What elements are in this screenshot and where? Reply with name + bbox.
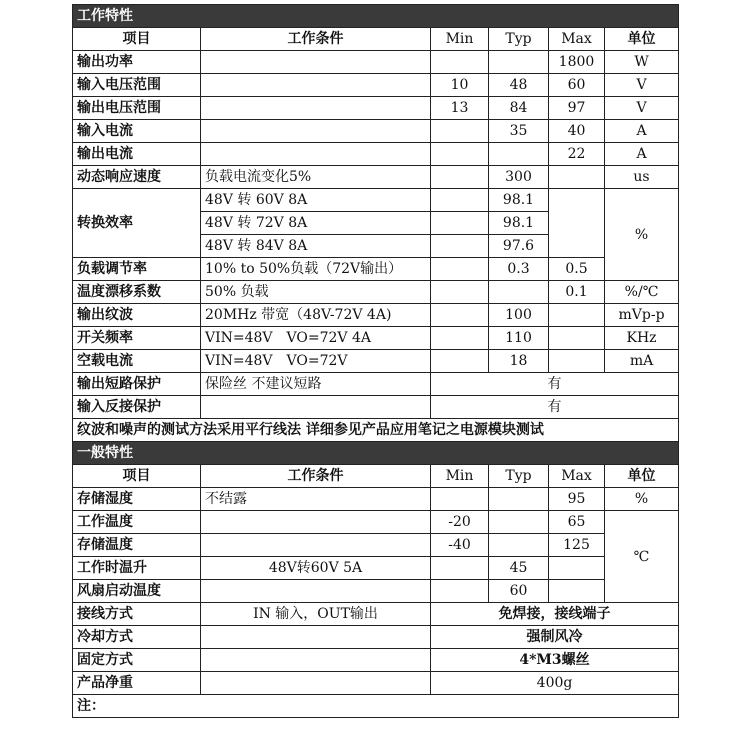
table-row [73,97,679,120]
min-cell [431,189,489,212]
min-cell [431,488,489,511]
typ-cell: 110 [489,327,549,350]
item-cell: 温度漂移系数 [73,281,201,304]
table-row [73,258,679,281]
max-cell: 40 [549,120,605,143]
min-cell [431,580,489,603]
table-row [73,626,679,649]
condition-cell [201,97,431,120]
item-cell: 负载调节率 [73,258,201,281]
value-cell: 有 [431,373,679,396]
unit-cell: %/℃ [605,281,679,304]
value-cell: 4*M3螺丝 [431,649,679,672]
spec-table [72,4,679,718]
header-typ: Typ [489,28,549,51]
header-max: Max [549,465,605,488]
condition-cell: IN 输入，OUT输出 [201,603,431,626]
condition-cell [201,143,431,166]
header-min: Min [431,28,489,51]
condition-cell: 负载电流变化5% [201,166,431,189]
table-row [73,373,679,396]
max-cell [549,166,605,189]
table-row [73,51,679,74]
unit-cell: mVp-p [605,304,679,327]
min-cell [431,166,489,189]
min-cell: 10 [431,74,489,97]
condition-cell: VIN=48V VO=72V 4A [201,327,431,350]
typ-cell [489,534,549,557]
value-cell: 强制风冷 [431,626,679,649]
item-cell: 存储温度 [73,534,201,557]
header-condition: 工作条件 [201,28,431,51]
table-row [73,534,679,557]
typ-cell: 98.1 [489,212,549,235]
typ-cell: 18 [489,350,549,373]
typ-cell [489,51,549,74]
item-cell: 输出电压范围 [73,97,201,120]
min-cell: 13 [431,97,489,120]
max-cell: 97 [549,97,605,120]
unit-cell: mA [605,350,679,373]
footer-note: 注： [73,695,679,718]
min-cell [431,143,489,166]
item-cell: 冷却方式 [73,626,201,649]
table-row [73,488,679,511]
condition-cell [201,51,431,74]
max-cell [549,350,605,373]
condition-cell [201,580,431,603]
typ-cell [489,143,549,166]
item-cell: 工作温度 [73,511,201,534]
condition-cell: 48V转60V 5A [201,557,431,580]
item-cell: 输出功率 [73,51,201,74]
condition-cell: 保险丝 不建议短路 [201,373,431,396]
item-cell: 产品净重 [73,672,201,695]
table-row [73,304,679,327]
section-title: 工作特性 [73,5,679,28]
condition-cell [201,649,431,672]
item-cell: 输入电压范围 [73,74,201,97]
typ-cell: 300 [489,166,549,189]
max-cell [549,304,605,327]
item-cell: 转换效率 [73,189,201,258]
unit-cell: ℃ [605,511,679,603]
max-cell: 125 [549,534,605,557]
condition-cell: 48V 转 84V 8A [201,235,431,258]
max-cell: 1800 [549,51,605,74]
typ-cell: 97.6 [489,235,549,258]
value-cell: 有 [431,396,679,419]
table-row [73,396,679,419]
table-row [73,350,679,373]
typ-cell: 98.1 [489,189,549,212]
condition-cell [201,672,431,695]
condition-cell [201,511,431,534]
item-cell: 风扇启动温度 [73,580,201,603]
min-cell [431,281,489,304]
condition-cell [201,396,431,419]
table-row [73,649,679,672]
typ-cell: 0.3 [489,258,549,281]
item-cell: 工作时温升 [73,557,201,580]
section-header-working [73,5,679,28]
item-cell: 输出电流 [73,143,201,166]
unit-cell: A [605,143,679,166]
condition-cell [201,534,431,557]
header-item: 项目 [73,28,201,51]
typ-cell: 100 [489,304,549,327]
table-row [73,189,679,212]
min-cell [431,350,489,373]
min-cell [431,235,489,258]
max-cell: 60 [549,74,605,97]
condition-cell [201,74,431,97]
item-cell: 开关频率 [73,327,201,350]
typ-cell [489,488,549,511]
section-header-general [73,442,679,465]
item-cell: 存储湿度 [73,488,201,511]
unit-cell: V [605,97,679,120]
max-cell [549,327,605,350]
min-cell [431,304,489,327]
unit-cell: A [605,120,679,143]
max-cell [549,189,605,258]
table-row [73,672,679,695]
condition-cell: 48V 转 72V 8A [201,212,431,235]
max-cell: 22 [549,143,605,166]
condition-cell: VIN=48V VO=72V [201,350,431,373]
min-cell [431,258,489,281]
footer-row [73,695,679,718]
unit-cell: % [605,488,679,511]
header-typ: Typ [489,465,549,488]
min-cell [431,120,489,143]
unit-cell: V [605,74,679,97]
table-row [73,281,679,304]
typ-cell: 45 [489,557,549,580]
table-row [73,143,679,166]
header-unit: 单位 [605,465,679,488]
typ-cell: 48 [489,74,549,97]
test-method-note: 纹波和噪声的测试方法采用平行线法 详细参见产品应用笔记之电源模块测试 [73,419,679,442]
table-row [73,557,679,580]
typ-cell [489,281,549,304]
min-cell: -40 [431,534,489,557]
unit-cell: us [605,166,679,189]
table-row [73,327,679,350]
item-cell: 空载电流 [73,350,201,373]
table-row [73,166,679,189]
max-cell [549,580,605,603]
condition-cell: 50% 负载 [201,281,431,304]
max-cell: 0.1 [549,281,605,304]
typ-cell: 60 [489,580,549,603]
table-row [73,74,679,97]
table-row [73,120,679,143]
item-cell: 动态响应速度 [73,166,201,189]
item-cell: 输出短路保护 [73,373,201,396]
max-cell [549,557,605,580]
min-cell [431,212,489,235]
condition-cell: 10% to 50%负载（72V输出） [201,258,431,281]
condition-cell: 不结露 [201,488,431,511]
min-cell [431,327,489,350]
min-cell: -20 [431,511,489,534]
value-cell: 400g [431,672,679,695]
section-title: 一般特性 [73,442,679,465]
header-unit: 单位 [605,28,679,51]
unit-cell: % [605,189,679,281]
max-cell: 95 [549,488,605,511]
item-cell: 输入反接保护 [73,396,201,419]
table-row [73,511,679,534]
typ-cell [489,511,549,534]
header-min: Min [431,465,489,488]
typ-cell: 84 [489,97,549,120]
condition-cell: 48V 转 60V 8A [201,189,431,212]
typ-cell: 35 [489,120,549,143]
max-cell: 65 [549,511,605,534]
table-row [73,580,679,603]
item-cell: 输入电流 [73,120,201,143]
spec-sheet [72,4,678,718]
unit-cell: W [605,51,679,74]
header-condition: 工作条件 [201,465,431,488]
unit-cell: KHz [605,327,679,350]
item-cell: 输出纹波 [73,304,201,327]
item-cell: 固定方式 [73,649,201,672]
max-cell: 0.5 [549,258,605,281]
note-row [73,419,679,442]
condition-cell: 20MHz 带宽（48V-72V 4A) [201,304,431,327]
column-header-row [73,28,679,51]
min-cell [431,51,489,74]
condition-cell [201,120,431,143]
column-header-row [73,465,679,488]
min-cell [431,557,489,580]
value-cell: 免焊接，接线端子 [431,603,679,626]
condition-cell [201,626,431,649]
table-row [73,603,679,626]
header-item: 项目 [73,465,201,488]
item-cell: 接线方式 [73,603,201,626]
header-max: Max [549,28,605,51]
